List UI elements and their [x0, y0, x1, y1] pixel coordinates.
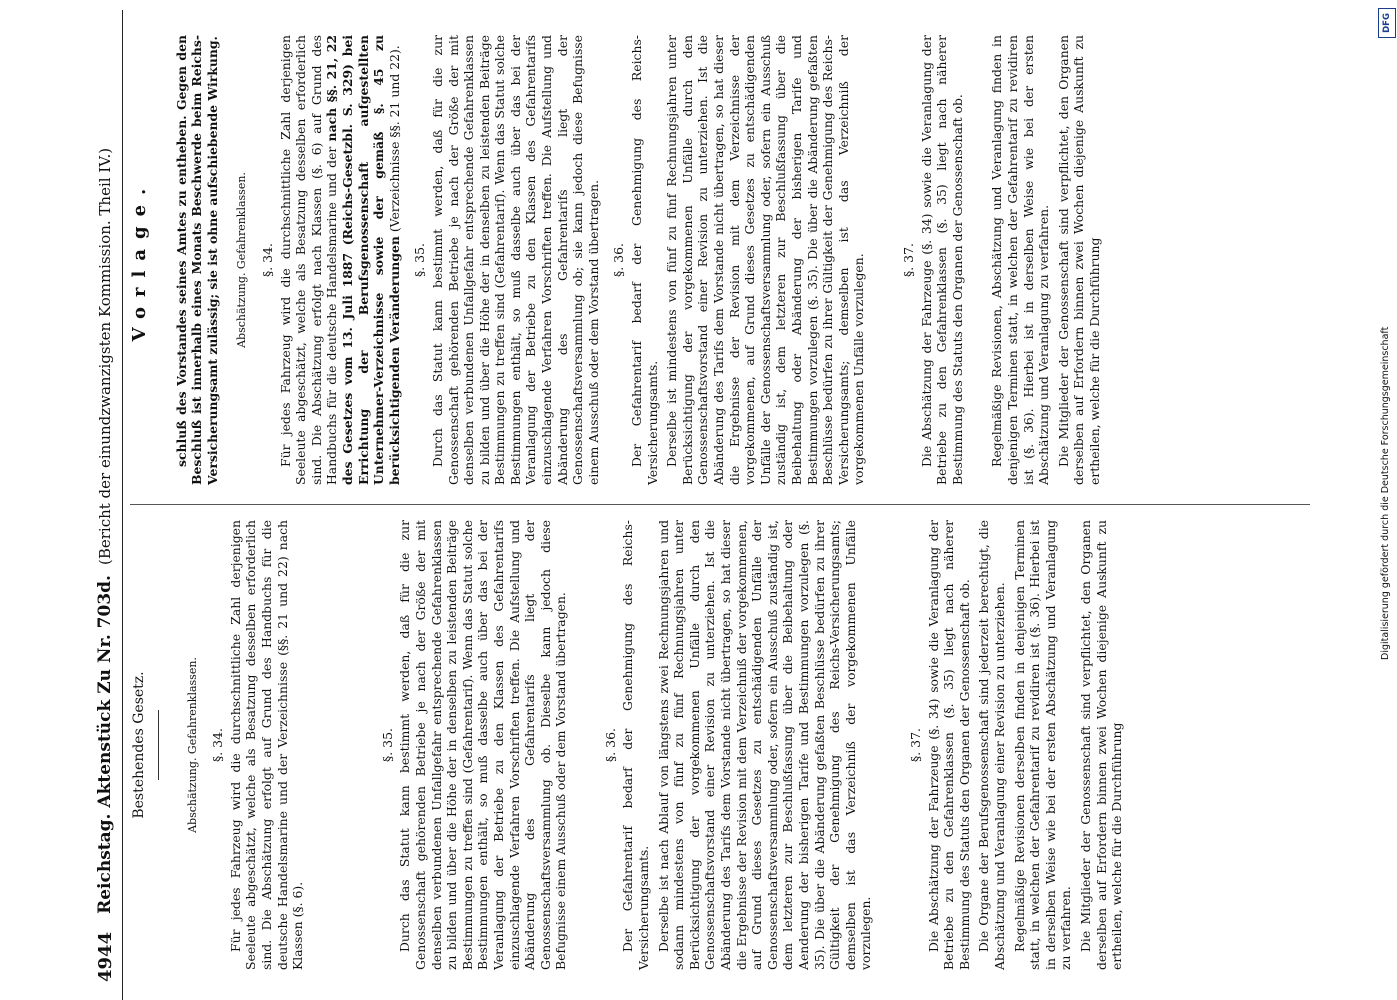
- digitization-note-text: Digitalisierung gefördert durch die Deutsche Forschungsgemeinschaft: [1380, 326, 1391, 660]
- left-column: [128, 520, 1129, 970]
- paragraph-37-text-c: Regelmäßige Revisionen derselben finden in denjenigen Terminen statt, in welchen der Gefahrentarif zu revidiren ist (§. 36). Hierbei ist in derselben Weise wie bei der ersten Abschätzung und Veranlagung zu verfahren.: [1011, 520, 1074, 970]
- paragraph-34-text-a: Für jedes Fahrzeug wird die durchschnittliche Zahl derjenigen Seeleute abgeschätzt, welche als Besatzung desselben erforderlich sind. Die Abschätzung erfolgt nach Klassen (§. 6) auf Grund des Handbuchs für die deutsche Handelsmarine und der: [277, 35, 340, 485]
- paragraph-34-text-c: (Verzeichnisse §§. 21 und 22).: [386, 45, 402, 237]
- paragraph-35-heading: §. 35.: [379, 727, 395, 763]
- paragraph-34-text: Für jedes Fahrzeug wird die durchschnittliche Zahl derjenigen Seeleute abgeschätzt, welche als Besatzung desselben erforderlich sind. Die Abschätzung erfolgt auf Grund des Handbuchs für die deutsche Handelsmarine und der Verzeichnisse (§§. 21 und 22) nach Klassen (§. 6).: [227, 520, 306, 970]
- column-divider: [130, 504, 1310, 505]
- paragraph-36-text-a: Der Gefahrentarif bedarf der Genehmigung des Reichs-Versicherungsamts.: [629, 35, 660, 485]
- digitization-note: [1380, 40, 1392, 660]
- paragraph-37-text-a: Die Abschätzung der Fahrzeuge (§. 34) sowie die Veranlagung der Betriebe zu den Gefahrenklassen (§. 35) liegt nach näherer Bestimmung des Statuts den Organen der Genossenschaft ob.: [918, 35, 965, 485]
- paragraph-34-amendment: nach §§. 21, 22 des Gesetzes vom 13. Juli 1887 (Reichs-Gesetzbl. S. 329) bei Errichtung der Berufsgenossenschaft aufgestellten Unternehmer-Verzeichnisse sowie der gemäß §. 45 zu berücksichtigenden Veränderungen: [324, 34, 402, 485]
- paragraph-37-text-b: Die Organe der Berufsgenossenschaft sind jederzeit berechtigt, die Abschätzung und Veranlagung einer Revision zu unterziehen.: [976, 520, 1007, 970]
- paragraph-37-text-a: Die Abschätzung der Fahrzeuge (§. 34) sowie die Veranlagung der Betriebe zu den Gefahrenklassen (§. 35) liegt nach näherer Bestimmung des Statuts den Organen der Genossenschaft ob.: [925, 520, 972, 970]
- section-subheading: Abschätzung. Gefahrenklassen.: [235, 172, 249, 348]
- paragraph-37-text-c: Die Mitglieder der Genossenschaft sind verpflichtet, den Organen derselben auf Erfordern binnen zwei Wochen diejenige Auskunft zu ertheilen, welche für die Durchführung: [1055, 35, 1102, 485]
- paragraph-35-text: Durch das Statut kann bestimmt werden, daß für die zur Genossenschaft gehörenden Betriebe je nach der Größe der mit denselben verbundenen Unfallgefahr entsprechende Gefahrenklassen zu bilden und über die Höhe der in denselben zu leistenden Beiträge Bestimmungen zu treffen sind (Gefahrentarif). Wenn das Statut solche Bestimmungen enthält, so muß dasselbe auch über das bei der Veranlagung der Betriebe zu den Klassen des Gefahrentarifs einzuschlagende Verfahren Vorschriften treffen. Die Aufstellung und Abänderung des Gefahrentarifs liegt der Genossenschaftsversammlung ob; sie kann jedoch diese Befugnisse einem Ausschuß oder dem Vorstand übertragen.: [429, 35, 601, 485]
- page-number: 4944: [94, 931, 116, 982]
- left-heading-text: Bestehendes Gesetz.: [131, 671, 147, 819]
- intro-bold-text: schluß des Vorstandes seines Amtes zu entheben. Gegen den Beschluß ist innerhalb eines Monats Beschwerde beim Reichs-Versicherungsamt zulässig; sie ist ohne aufschiebende Wirkung.: [173, 35, 220, 485]
- paragraph-36-heading: §. 36.: [602, 727, 618, 763]
- running-subtitle: (Bericht der einundzwanzigsten Kommission. Theil IV.): [96, 147, 114, 566]
- right-column-heading: Vorlage.: [129, 178, 150, 342]
- paragraph-35-text: Durch das Statut kann bestimmt werden, daß für die zur Genossenschaft gehörenden Betriebe je nach der Größe der mit denselben verbundenen Unfallgefahr entsprechende Gefahrenklassen zu bilden und über die Höhe der in denselben zu leistenden Beiträge Bestimmungen zu treffen sind (Gefahrentarif). Wenn das Statut solche Bestimmungen enthält, so muß dasselbe auch über das bei der Veranlagung der Betriebe zu den Klassen des Gefahrentarifs einzuschlagende Verfahren Vorschriften treffen. Die Aufstellung und Abänderung des Gefahrentarifs liegt der Genossenschaftsversammlung ob. Dieselbe kann jedoch diese Befugnisse einem Ausschuß oder dem Vorstand übertragen.: [397, 520, 569, 970]
- right-column: [128, 35, 1106, 485]
- heading-rule: [158, 710, 159, 780]
- left-column-heading: [132, 520, 159, 970]
- paragraph-36-text-a: Der Gefahrentarif bedarf der Genehmigung des Reichs-Versicherungsamts.: [620, 520, 652, 970]
- paragraph-37-heading: §. 37.: [900, 242, 916, 278]
- paragraph-35-heading: §. 35.: [412, 242, 428, 278]
- paragraph-37-text-b: Regelmäßige Revisionen, Abschätzung und Veranlagung finden in denjenigen Terminen statt, in welchen der Gefahrentarif zu revidiren ist (§. 36). Hierbei ist in derselben Weise wie bei der ersten Abschätzung und Veranlagung zu verfahren.: [989, 35, 1052, 485]
- section-subheading: Abschätzung. Gefahrenklassen.: [185, 657, 199, 833]
- paragraph-36-text-b: Derselbe ist nach Ablauf von längstens zwei Rechnungsjahren und sodann mindestens von fünf zu fünf Rechnungsjahren unter Berücksichtigung der vorgekommenen Unfälle durch den Genossenschaftsvorstand einer Revision zu unterziehen. Ist die Abänderung des Tarifs dem Vorstande nicht übertragen, so hat dieser die Ergebnisse der Revision mit dem Verzeichniß der vorgekommenen, auf Grund dieses Gesetzes zu entschädigenden Unfälle der Genossenschaftsversammlung oder, sofern ein Ausschuß zuständig ist, dem letzteren zur Beschlußfassung über die Beibehaltung oder Aenderung der bisherigen Tarife und Bestimmungen vorzulegen (§. 35). Die über die Abänderung gefaßten Beschlüsse bedürfen zu ihrer Gültigkeit der Genehmigung des Reichs-Versicherungsamts; demselben ist das Verzeichniß der vorgekommenen Unfälle vorzulegen.: [655, 520, 874, 970]
- rotated-page-content: [0, 10, 1370, 1000]
- paragraph-36-text-b: Derselbe ist mindestens von fünf zu fünf Rechnungsjahren unter Berücksichtigung der vorgekommenen Unfälle durch den Genossenschaftsvorstand einer Revision zu unterziehen. Ist die Abänderung des Tarifs dem Vorstande nicht übertragen, so hat dieser die Ergebnisse der Revision mit dem Verzeichnisse der vorgekommenen, auf Grund dieses Gesetzes zu entschädigenden Unfälle der Genossenschaftsversammlung oder, sofern ein Ausschuß zuständig ist, dem letzteren zur Beschlußfassung über die Beibehaltung oder Abänderung der bisherigen Tarife und Bestimmungen vorzulegen (§. 35). Die über die Abänderung gefaßten Beschlüsse bedürfen zu ihrer Gültigkeit der Genehmigung des Reichs-Versicherungsamts; demselben ist das Verzeichniß der vorgekommenen Unfälle vorzulegen.: [664, 35, 867, 485]
- page-header: [88, 10, 123, 1000]
- running-title: Reichstag. Aktenstück Zu Nr. 703d.: [95, 575, 115, 914]
- dfg-logo: DFG: [1378, 8, 1396, 38]
- paragraph-37-heading: §. 37.: [907, 727, 923, 763]
- paragraph-34-heading: §. 34.: [210, 727, 226, 763]
- paragraph-34-heading: §. 34.: [259, 242, 275, 278]
- paragraph-36-heading: §. 36.: [611, 242, 627, 278]
- paragraph-34-text: [278, 35, 403, 485]
- paragraph-37-text-d: Die Mitglieder der Genossenschaft sind verpflichtet, den Organen derselben auf Erfordern binnen zwei Wochen diejenige Auskunft zu ertheilen, welche für die Durchführung: [1077, 520, 1125, 970]
